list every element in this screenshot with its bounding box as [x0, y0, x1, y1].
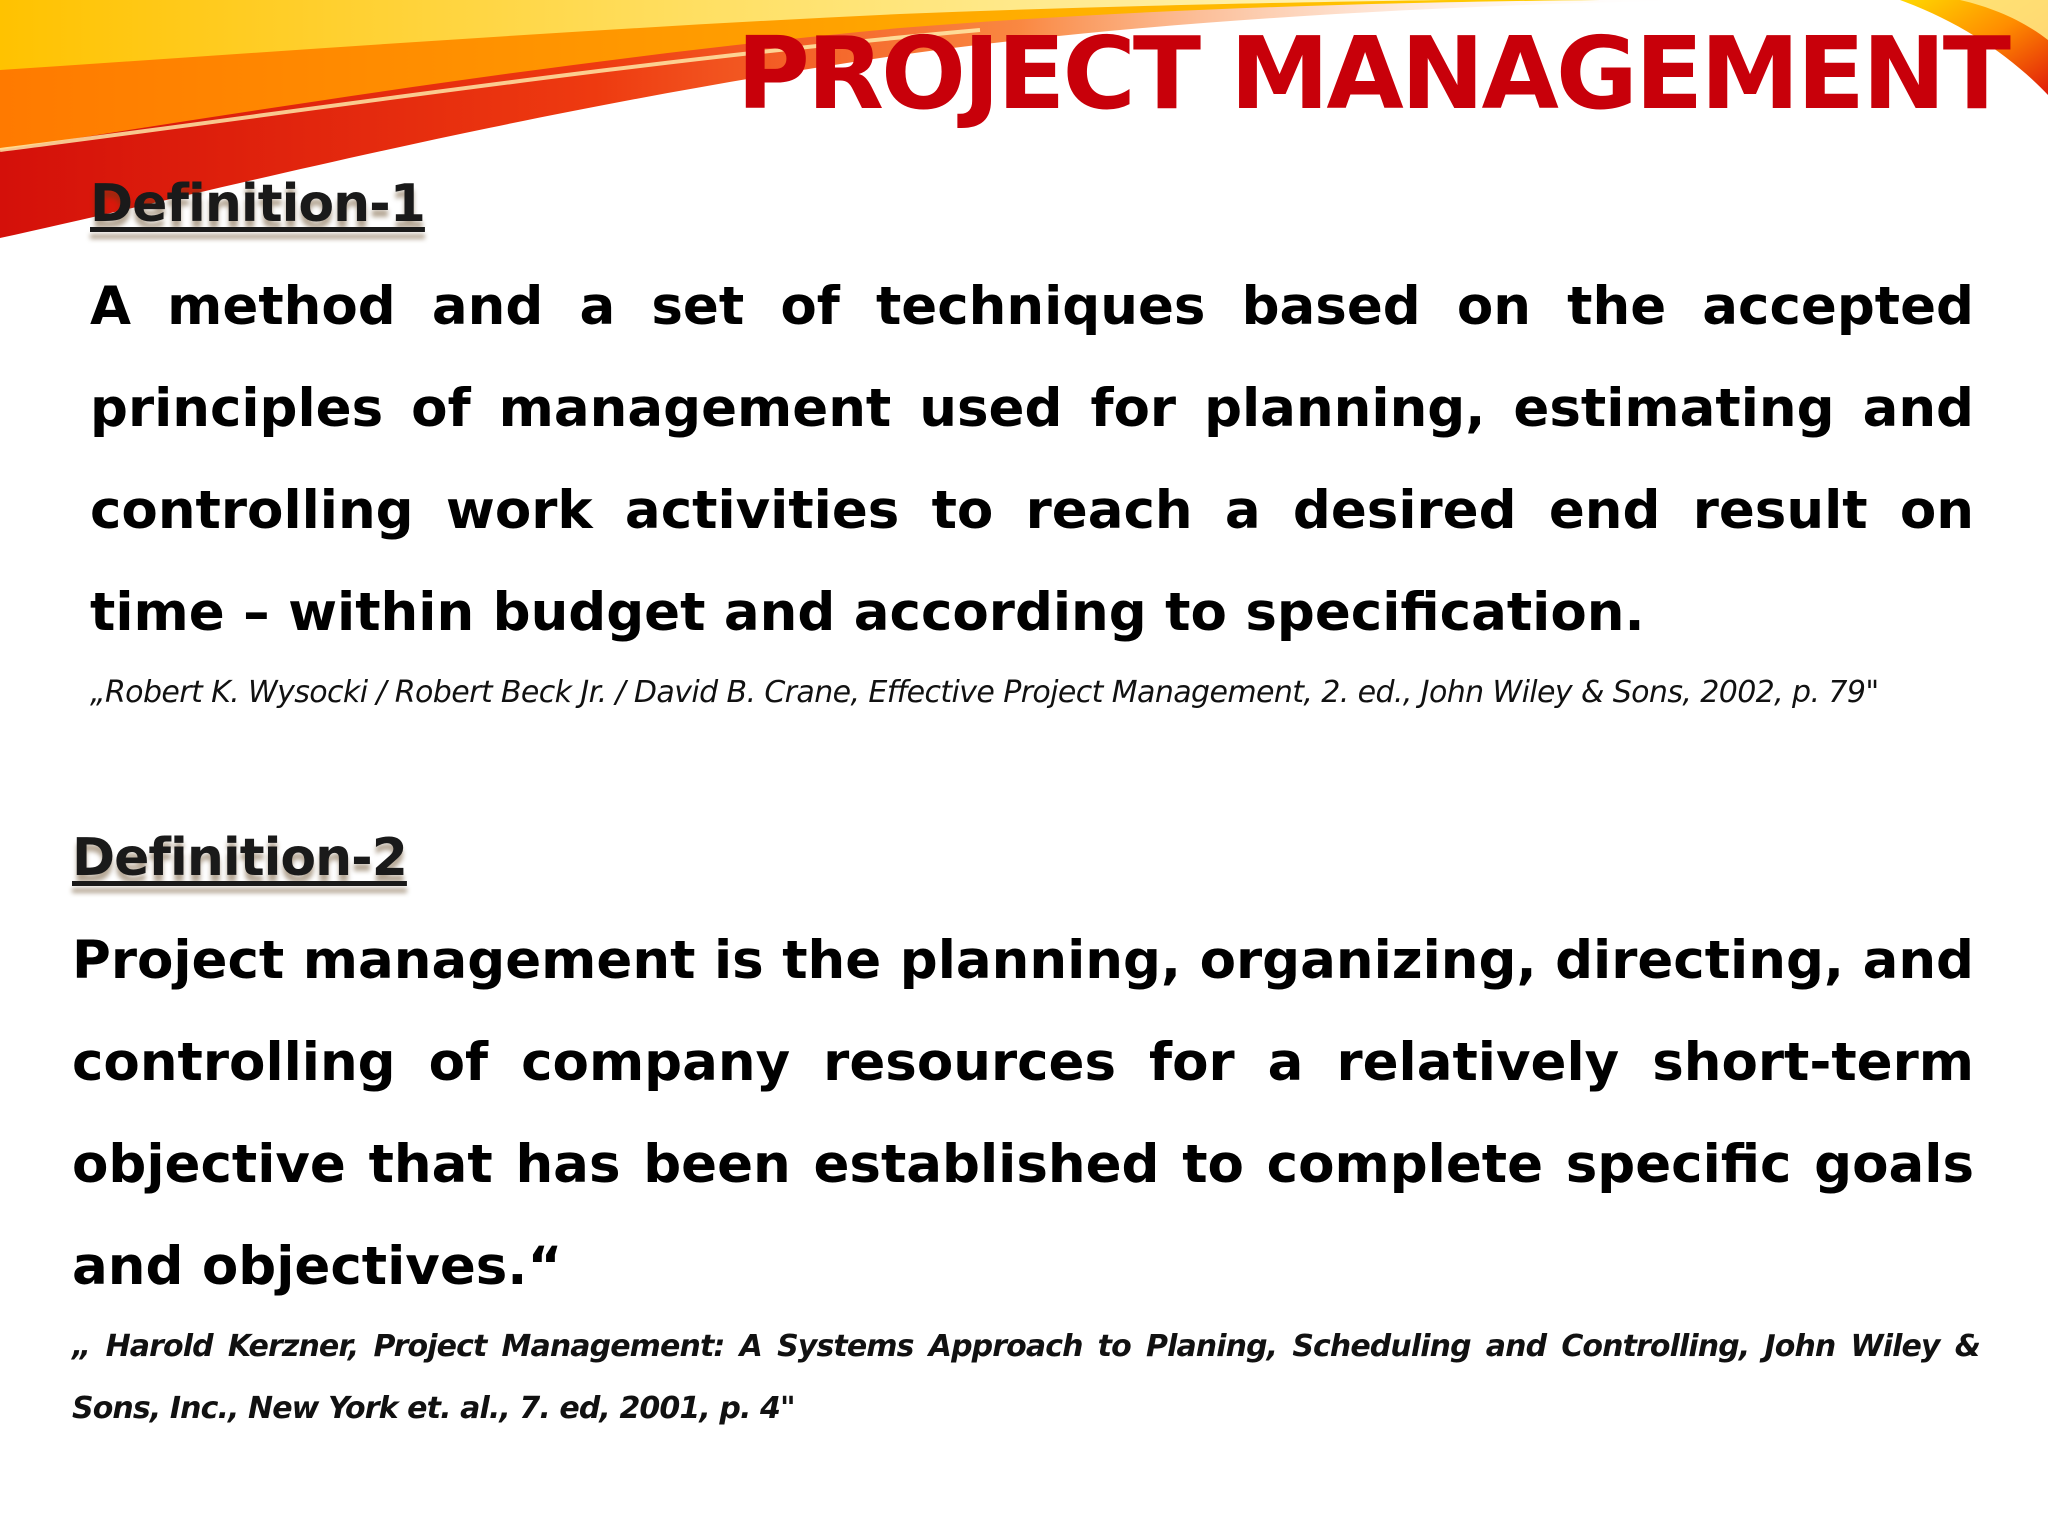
definition-1-text: A method and a set of techniques based on the accepted principles of management used for planning, estimating and controlling work activities to reach a desired end result on time – within budget and according to specification.	[90, 276, 1974, 643]
slide-title: PROJECT MANAGEMENT	[736, 15, 2008, 132]
definition-2-heading: Definition-2	[72, 828, 407, 888]
definition-2-text: Project management is the planning, organizing, directing, and controlling of company resources for a relatively short-term objective that has been established to complete specific goals and objectives.“	[72, 930, 1974, 1297]
definition-2-citation: „ Harold Kerzner, Project Management: A Systems Approach to Planing, Scheduling and Controlling, John Wiley & Sons, Inc., New York et. al., 7. ed, 2001, p. 4"	[72, 1329, 1980, 1426]
definition-1-citation: „Robert K. Wysocki / Robert Beck Jr. / David B. Crane, Effective Project Management, 2. ed., John Wiley & Sons, 2002, p. 79"	[90, 675, 1879, 710]
definition-1-heading: Definition-1	[90, 174, 425, 234]
